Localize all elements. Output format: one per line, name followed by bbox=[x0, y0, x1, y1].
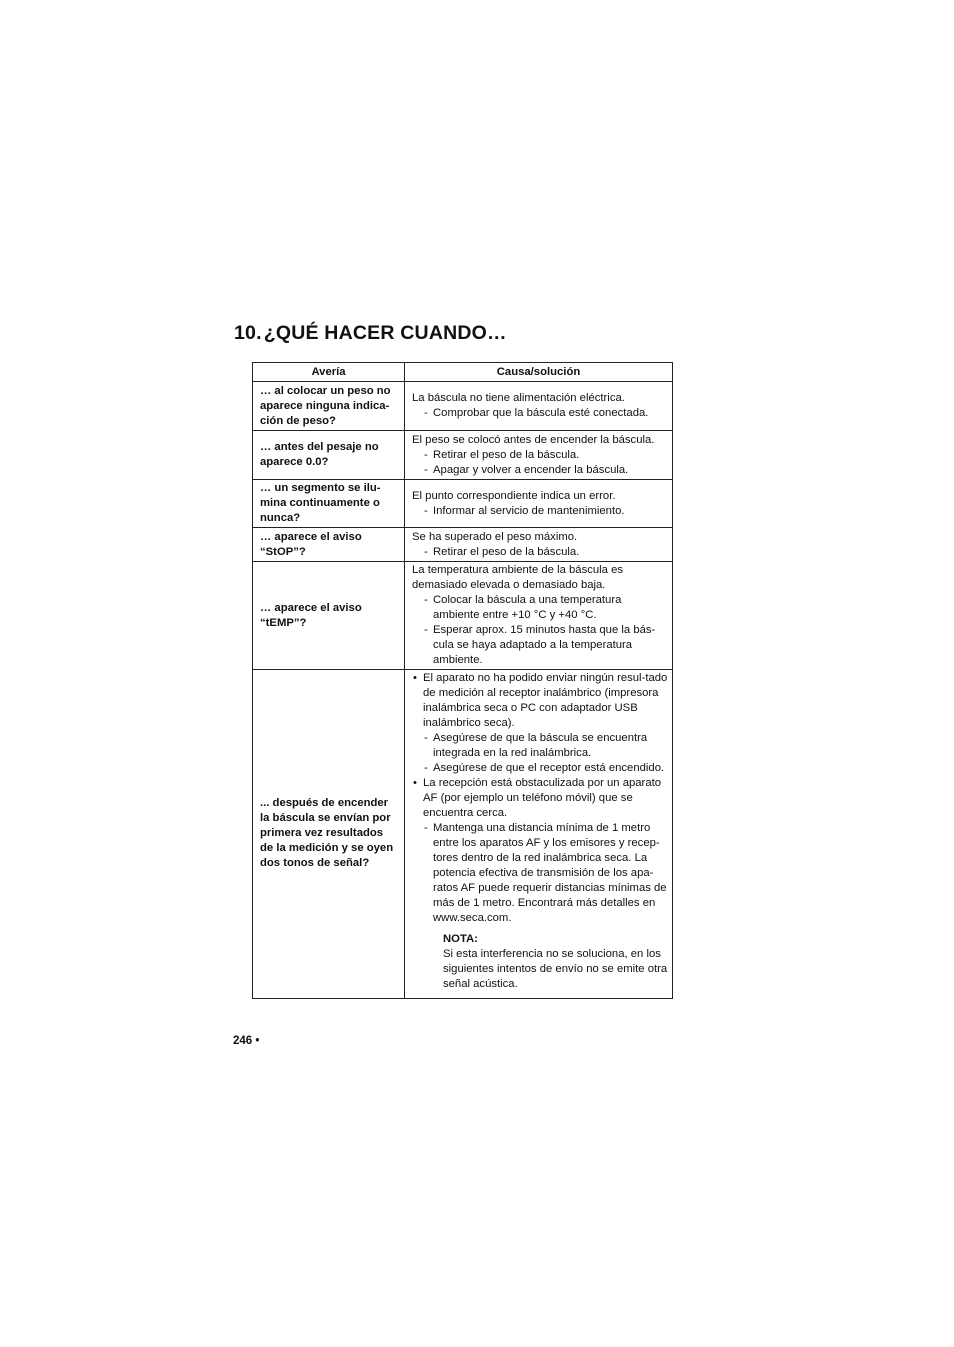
fault-cell: ... después de encender la báscula se envían por primera vez resultados de la medición y se oyen dos tonos de señal? bbox=[253, 670, 405, 999]
solution-step: - Apagar y volver a encender la báscula. bbox=[412, 463, 668, 478]
column-header-cause: Causa/solución bbox=[405, 363, 673, 382]
solution-step: - Asegúrese de que la báscula se encuentra integrada en la red inalámbrica. bbox=[412, 731, 668, 761]
note-text: Si esta interferencia no se soluciona, en los siguientes intentos de envío no se emite otra señal acústica. bbox=[443, 948, 668, 990]
cause-cell bbox=[405, 480, 673, 528]
cause-bullet: • La recepción está obstaculizada por un aparato AF (por ejemplo un teléfono móvil) que se encuentra cerca. bbox=[412, 776, 668, 821]
solution-step: - Comprobar que la báscula esté conectada. bbox=[412, 406, 668, 421]
cause-cell bbox=[405, 431, 673, 480]
table-row bbox=[253, 382, 673, 431]
solution-step: - Colocar la báscula a una temperatura ambiente entre +10 °C y +40 °C. bbox=[412, 593, 668, 623]
solution-step: - Retirar el peso de la báscula. bbox=[412, 545, 668, 560]
cause-bullet: • El aparato no ha podido enviar ningún resul-tado de medición al receptor inalámbrico (impresora inalámbrica seca o PC con adaptador USB inalámbrico seca). bbox=[412, 671, 668, 731]
fault-cell: … aparece el aviso “StOP”? bbox=[253, 528, 405, 562]
troubleshooting-table bbox=[252, 362, 673, 999]
solution-step: - Mantenga una distancia mínima de 1 metro entre los aparatos AF y los emisores y recep-tores dentro de la red inalámbrica seca. La potencia efectiva de transmisión de los apa-ratos AF puede requerir distancias mínimas de más de 1 metro. Encontrará más detalles en www.seca.com. bbox=[412, 821, 668, 926]
note-block bbox=[412, 932, 668, 992]
cause-text: El peso se colocó antes de encender la báscula. bbox=[412, 433, 655, 446]
fault-cell: … aparece el aviso “tEMP”? bbox=[253, 562, 405, 670]
section-title: ¿QUÉ HACER CUANDO… bbox=[263, 322, 507, 344]
table-row bbox=[253, 670, 673, 999]
table-row bbox=[253, 528, 673, 562]
solution-step: - Esperar aprox. 15 minutos hasta que la bás-cula se haya adaptado a la temperatura ambiente. bbox=[412, 623, 668, 668]
solution-step: - Asegúrese de que el receptor está encendido. bbox=[412, 761, 668, 776]
solution-step: - Retirar el peso de la báscula. bbox=[412, 448, 668, 463]
page-number: 246 • bbox=[233, 1035, 260, 1047]
solution-step: - Informar al servicio de mantenimiento. bbox=[412, 504, 668, 519]
section-number: 10. bbox=[234, 322, 262, 344]
table-row bbox=[253, 562, 673, 670]
cause-cell bbox=[405, 670, 673, 999]
table-header-row bbox=[253, 363, 673, 382]
cause-cell bbox=[405, 562, 673, 670]
table-row bbox=[253, 480, 673, 528]
fault-cell: … antes del pesaje no aparece 0.0? bbox=[253, 431, 405, 480]
column-header-fault: Avería bbox=[253, 363, 405, 382]
cause-text: La báscula no tiene alimentación eléctrica. bbox=[412, 392, 625, 404]
cause-text: La temperatura ambiente de la báscula es demasiado elevada o demasiado baja. bbox=[412, 564, 624, 591]
section-heading bbox=[234, 322, 507, 345]
cause-cell bbox=[405, 382, 673, 431]
cause-cell bbox=[405, 528, 673, 562]
note-title: NOTA: bbox=[443, 933, 478, 945]
fault-cell: … al colocar un peso no aparece ninguna indica-ción de peso? bbox=[253, 382, 405, 431]
table-row bbox=[253, 431, 673, 480]
cause-text: Se ha superado el peso máximo. bbox=[412, 530, 578, 543]
fault-cell: … un segmento se ilu-mina continuamente o nunca? bbox=[253, 480, 405, 528]
cause-text: El punto correspondiente indica un error. bbox=[412, 489, 616, 502]
